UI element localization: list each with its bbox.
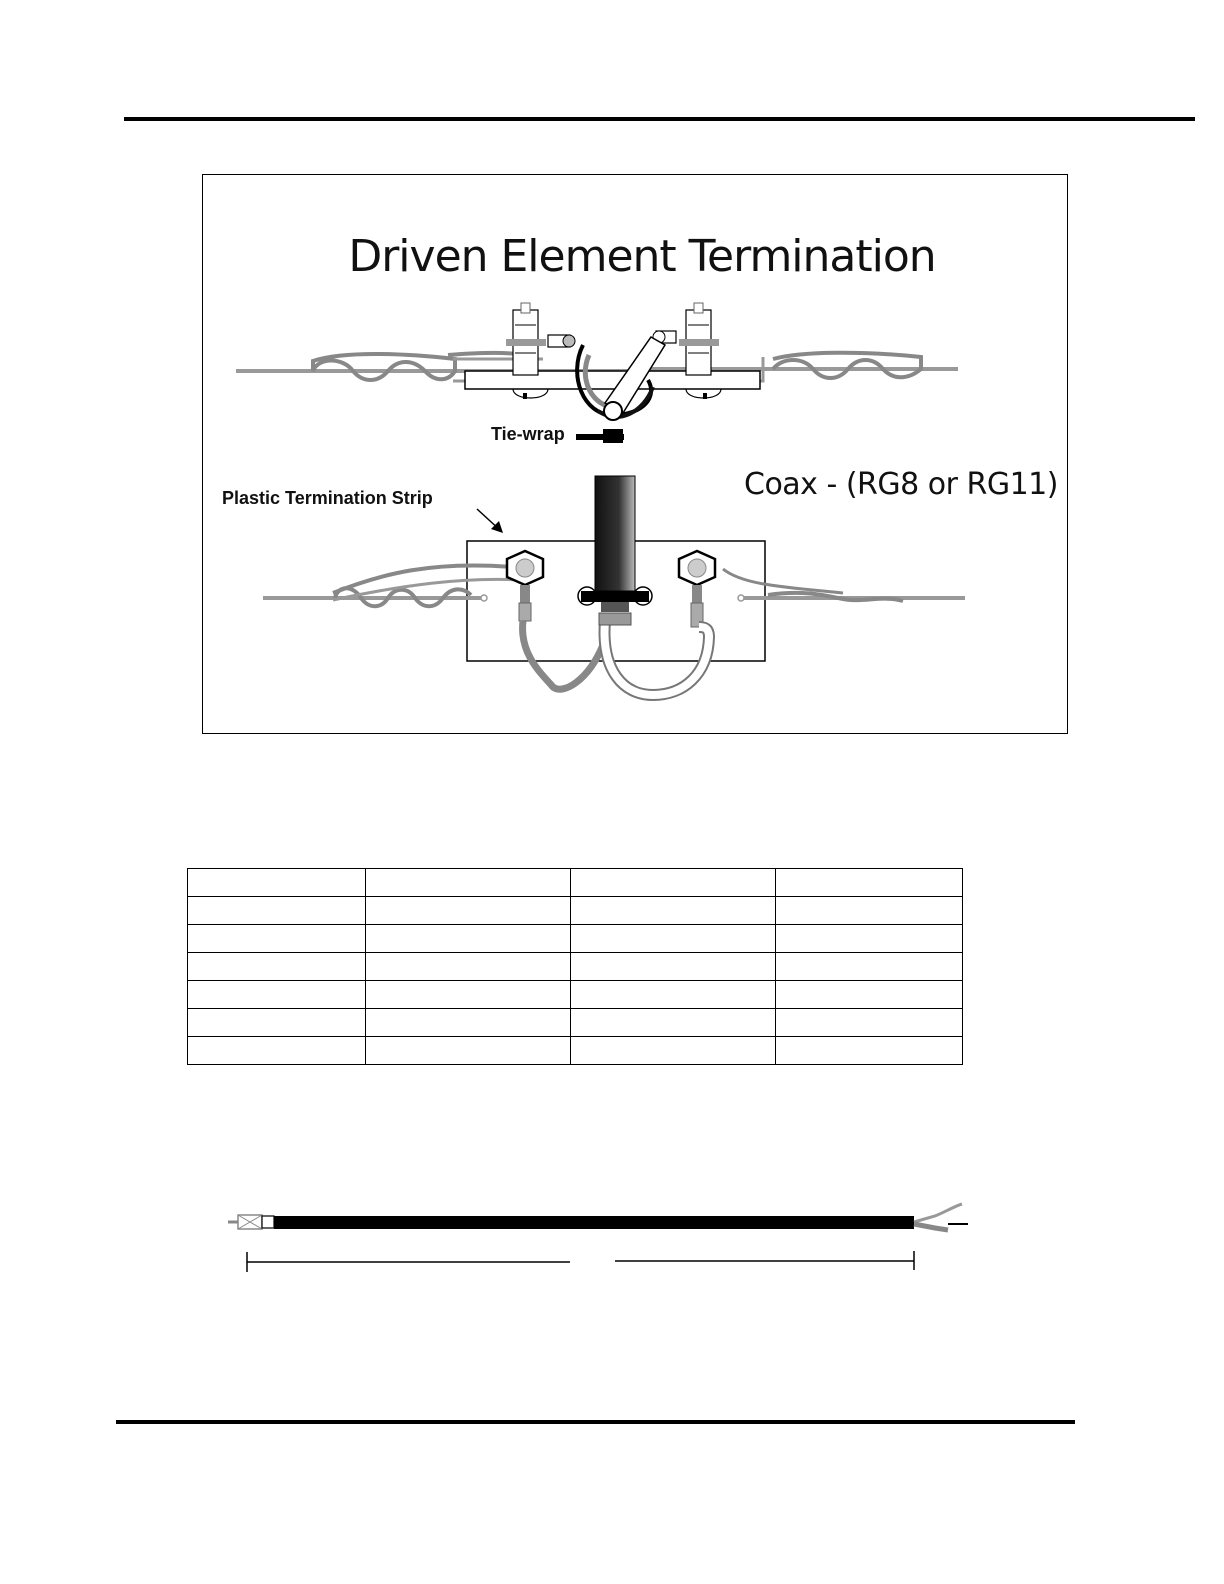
table-cell [366, 897, 571, 925]
table-row [188, 897, 963, 925]
table-cell [188, 981, 366, 1009]
table-row [188, 1037, 963, 1065]
table-cell [571, 869, 776, 897]
right-wire-wrap [773, 353, 921, 378]
table-row [188, 953, 963, 981]
upper-assembly [236, 303, 958, 443]
tie-wrap-label: Tie-wrap [491, 424, 565, 444]
coax-jumper-drawing [220, 1192, 980, 1282]
table-cell [366, 953, 571, 981]
table-cell [366, 925, 571, 953]
driven-element-termination-figure [202, 174, 1068, 734]
bottom-rule [116, 1420, 1075, 1424]
coax-cable [595, 476, 635, 591]
figure-title: Driven Element Termination [348, 231, 936, 282]
table-cell [776, 953, 963, 981]
coax-label: Coax - (RG8 or RG11) [744, 467, 1058, 502]
table-row [188, 1009, 963, 1037]
table-cell [776, 925, 963, 953]
table-cell [571, 981, 776, 1009]
top-rule [124, 117, 1195, 121]
table-cell [776, 1009, 963, 1037]
table-cell [188, 897, 366, 925]
table-cell [571, 925, 776, 953]
table-cell [776, 1037, 963, 1065]
table-row [188, 925, 963, 953]
table-cell [366, 1009, 571, 1037]
table-cell [188, 953, 366, 981]
table-row [188, 869, 963, 897]
table-cell [188, 1009, 366, 1037]
table-cell [571, 897, 776, 925]
jumper-cable [274, 1216, 914, 1229]
table-row [188, 981, 963, 1009]
left-wire-wrap [313, 354, 455, 380]
strip-edge [465, 371, 760, 389]
table-cell [776, 869, 963, 897]
plastic-strip-label: Plastic Termination Strip [222, 488, 433, 508]
spec-table [187, 868, 963, 1065]
table-cell [366, 1037, 571, 1065]
coax-clamp [581, 591, 649, 602]
table-cell [366, 981, 571, 1009]
table-cell [188, 869, 366, 897]
table-cell [776, 981, 963, 1009]
table-cell [366, 869, 571, 897]
table-cell [571, 953, 776, 981]
table-cell [776, 897, 963, 925]
table-cell [188, 1037, 366, 1065]
table-cell [571, 1037, 776, 1065]
table-cell [188, 925, 366, 953]
spec-table-body [188, 869, 963, 1065]
table-cell [571, 1009, 776, 1037]
